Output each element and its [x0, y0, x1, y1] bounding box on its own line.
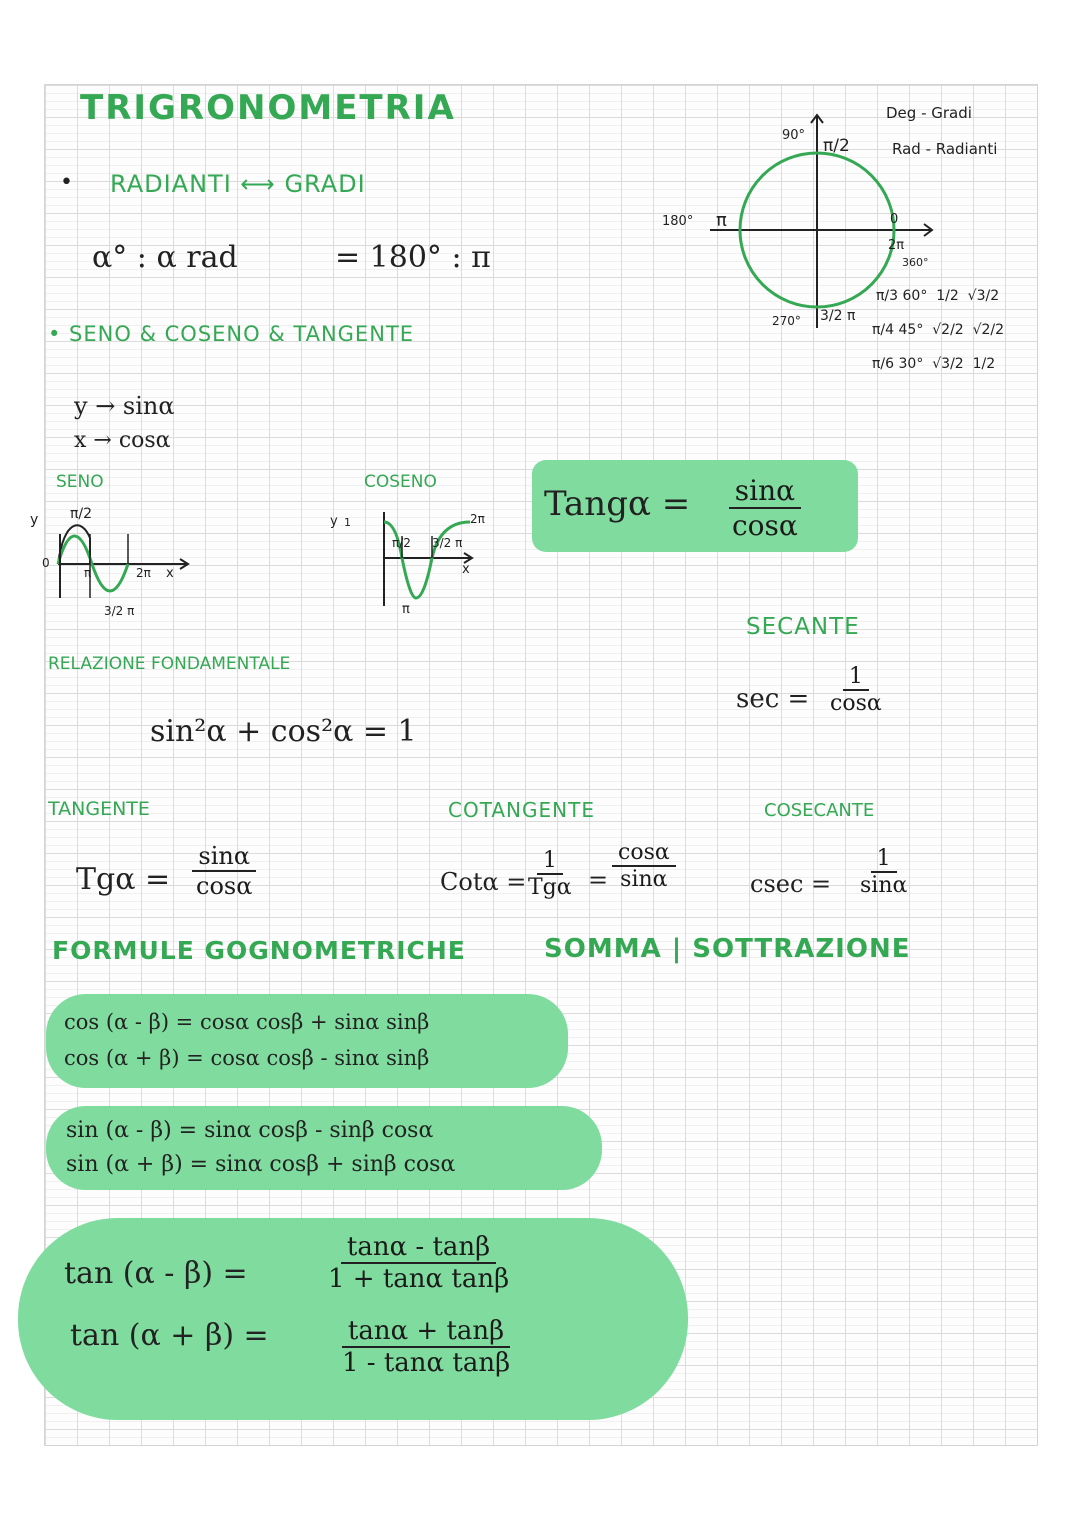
coseno-three-half: 3/2 π [432, 536, 463, 550]
tan-diff-den: 1 + tanα tanβ [328, 1264, 510, 1294]
coseno-two-pi: 2π [470, 512, 485, 526]
formule-heading: FORMULE GOGNOMETRICHE [52, 936, 466, 965]
cos-sum-formula: cos (α + β) = cosα cosβ - sinα sinβ [64, 1046, 430, 1070]
secante-label: SECANTE [746, 614, 860, 640]
angle-row: π/6 30° √3/2 1/2 [872, 356, 996, 372]
circle-right-rad: 2π [888, 238, 905, 253]
circle-bottom-deg: 270° [772, 314, 801, 328]
circle-top-rad: π/2 [823, 136, 850, 156]
tan-diff-lhs: tan (α - β) = [64, 1256, 248, 1291]
cosecante-lhs: csec = [750, 870, 832, 898]
circle-right-deg: 0 [890, 212, 899, 227]
cotangente-fraction-1 [522, 848, 578, 900]
cotangente-eq: = [588, 866, 609, 894]
angle-row: π/4 45° √2/2 √2/2 [872, 322, 1005, 338]
tan-diff-fraction [322, 1232, 515, 1294]
fundamental-formula: sin²α + cos²α = 1 [150, 714, 417, 749]
cosecante-den: sinα [860, 873, 908, 898]
tan-sum-num: tanα + tanβ [342, 1316, 510, 1348]
cos-diff-formula: cos (α - β) = cosα cosβ + sinα sinβ [64, 1010, 430, 1034]
cosecante-label: COSECANTE [764, 800, 875, 821]
bullet: • [60, 170, 73, 195]
conversion-formula-left: α° : α rad [92, 240, 238, 275]
circle-right-deg2: 360° [902, 256, 929, 269]
tan-diff-num: tanα - tanβ [341, 1232, 496, 1264]
coseno-label: COSENO [364, 472, 437, 492]
cosecante-num: 1 [871, 846, 897, 873]
legend-rad: Rad - Radianti [892, 140, 998, 158]
seno-top: π/2 [70, 506, 93, 522]
tangente-lhs: Tgα = [76, 862, 171, 897]
tangente-label: TANGENTE [48, 798, 150, 820]
sct-heading: • SENO & COSENO & TANGENTE [48, 322, 414, 346]
tangente-den: cosα [196, 872, 253, 900]
seno-x-axis: x [166, 566, 174, 581]
coseno-pi: π [402, 602, 410, 617]
tangente-num: sinα [192, 842, 256, 872]
cotangente-den2: sinα [620, 867, 668, 892]
cotangente-label: COTANGENTE [448, 798, 595, 822]
legend-deg: Deg - Gradi [886, 104, 972, 122]
fundamental-label: RELAZIONE FONDAMENTALE [48, 654, 291, 674]
angle-row: π/3 60° 1/2 √3/2 [876, 288, 1000, 304]
circle-left-deg: 180° [662, 214, 694, 229]
conversion-heading: RADIANTI ⟷ GRADI [110, 170, 366, 198]
tan-sum-fraction [336, 1316, 516, 1378]
tangente-fraction [190, 842, 258, 900]
page-title: TRIGRONOMETRIA [80, 88, 456, 128]
coseno-y-axis: y [330, 514, 338, 529]
secante-lhs: sec = [736, 684, 810, 714]
seno-y-axis: y [30, 512, 39, 528]
circle-top-deg: 90° [782, 128, 806, 143]
seno-origin: 0 [42, 556, 50, 570]
seno-two-pi: 2π [136, 566, 151, 580]
seno-graph [40, 498, 200, 608]
coseno-origin: 1 [344, 516, 351, 529]
cos-formulas-highlight [46, 994, 568, 1088]
tangent-box-num: sinα [729, 474, 801, 509]
secante-num: 1 [843, 664, 869, 691]
conversion-formula-right: = 180° : π [335, 240, 491, 275]
x-cos-line: x → cosα [74, 428, 171, 453]
seno-label: SENO [56, 472, 104, 492]
cotangente-lhs: Cotα = [440, 868, 527, 896]
cotangente-num2: cosα [612, 840, 676, 867]
coseno-x-axis: x [462, 562, 470, 577]
cosecante-fraction [854, 846, 913, 898]
sin-sum-formula: sin (α + β) = sinα cosβ + sinβ cosα [66, 1152, 456, 1177]
seno-three-half: 3/2 π [104, 604, 135, 618]
formule-subheading: SOMMA | SOTTRAZIONE [544, 934, 911, 964]
tangent-box-den: cosα [732, 509, 798, 542]
secante-fraction [824, 664, 888, 716]
coseno-half-pi: π/2 [392, 536, 411, 550]
y-sin-line: y → sinα [74, 392, 175, 420]
tan-sum-den: 1 - tanα tanβ [342, 1348, 511, 1378]
secante-den: cosα [830, 691, 882, 716]
sin-diff-formula: sin (α - β) = sinα cosβ - sinβ cosα [66, 1118, 434, 1143]
tangent-box-lhs: Tangα = [544, 484, 691, 524]
cotangente-den1: Tgα [528, 875, 572, 900]
tangent-box-fraction [726, 474, 804, 542]
circle-left-rad: π [716, 210, 727, 231]
circle-bottom-rad: 3/2 π [820, 308, 856, 324]
cotangente-num1: 1 [537, 848, 563, 875]
cotangente-fraction-2 [612, 840, 676, 892]
tan-sum-lhs: tan (α + β) = [70, 1318, 269, 1353]
seno-pi: π [84, 566, 92, 580]
